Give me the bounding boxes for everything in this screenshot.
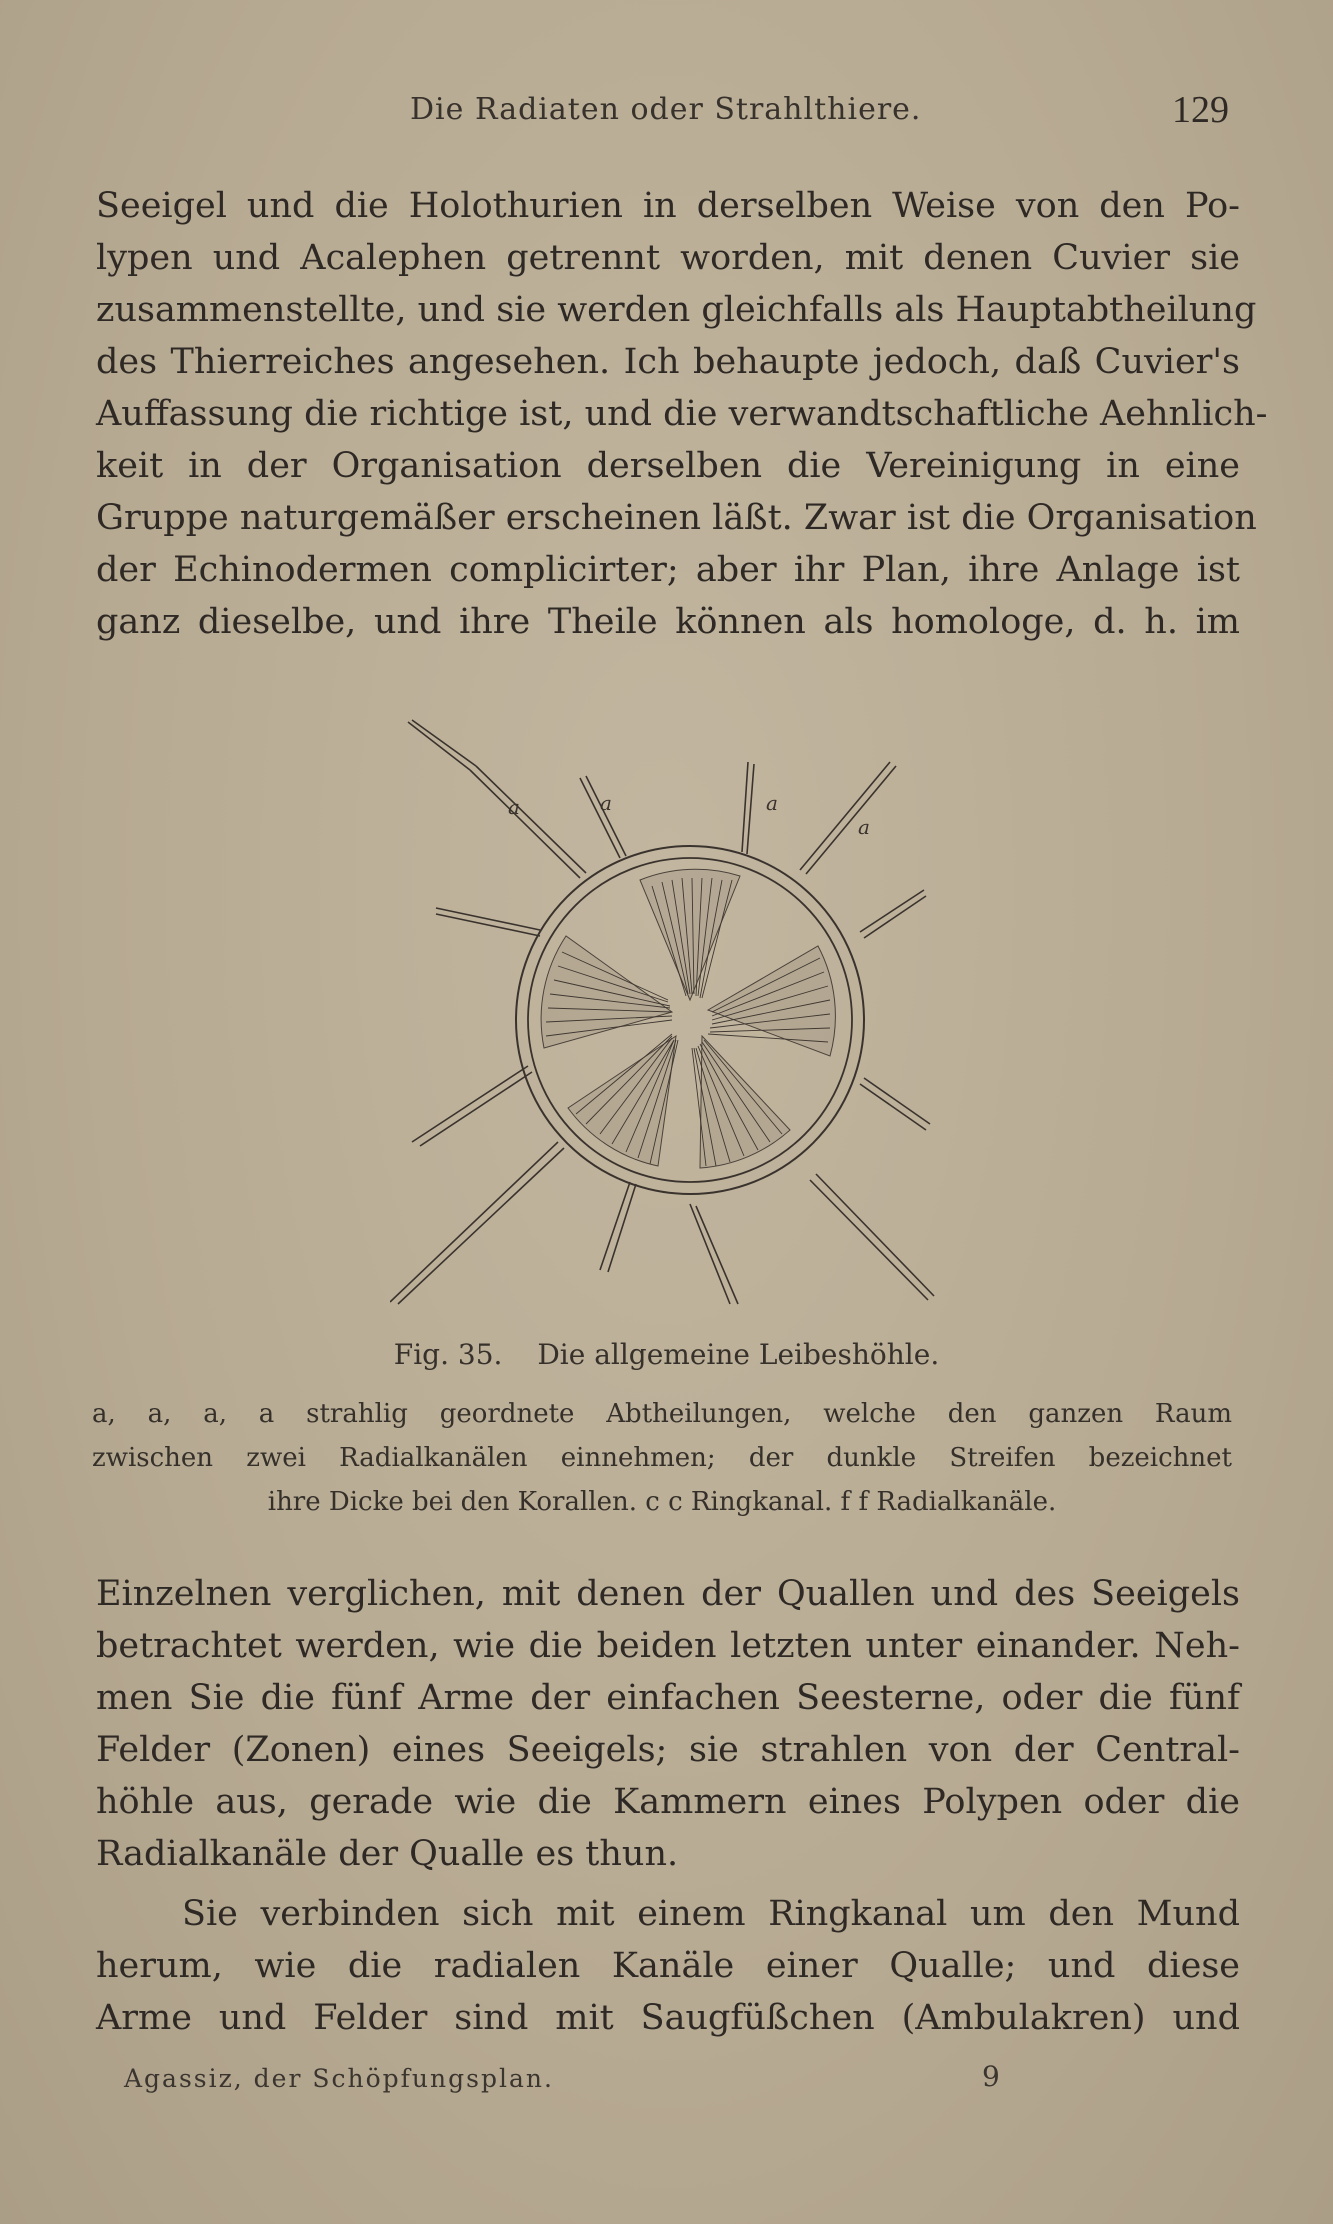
spine-line — [690, 1204, 738, 1304]
paragraph-3 — [96, 1888, 1240, 2044]
figure-label-a: a — [858, 815, 870, 839]
paragraph-1 — [96, 180, 1268, 648]
figure-label-a: a — [600, 791, 612, 815]
radial-body-cavity-drawing — [390, 710, 950, 1330]
caption-line: ihre Dicke bei den Korallen. c c Ringkanal. f f Radialkanäle. — [267, 1487, 1057, 1517]
figure-caption — [92, 1392, 1232, 1524]
spine-line — [436, 908, 540, 936]
spine-line — [810, 1174, 934, 1300]
text-line: Einzelnen verglichen, mit denen der Quallen und des Seeigels — [96, 1574, 1240, 1614]
spine-line — [600, 1182, 636, 1272]
spine-line — [390, 1142, 564, 1304]
running-head — [0, 88, 1333, 138]
figure-35-illustration — [390, 710, 950, 1330]
text-line: Arme und Felder sind mit Saugfüßchen (Ambulakren) und — [96, 1998, 1240, 2038]
figure-label-a: a — [508, 795, 520, 819]
footer-signature-mark: 9 — [982, 2060, 1000, 2093]
text-line: keit in der Organisation derselben die Vereinigung in eine — [96, 446, 1240, 486]
text-line: Seeigel und die Holothurien in derselben Weise von den Po- — [96, 186, 1240, 226]
caption-line: a, a, a, a strahlig geordnete Abtheilungen, welche den ganzen Raum — [92, 1399, 1232, 1429]
text-line: men Sie die fünf Arme der einfachen Seesterne, oder die fünf — [96, 1678, 1240, 1718]
spine-line — [580, 776, 626, 858]
spine-line — [470, 766, 586, 878]
text-line: Sie verbinden sich mit einem Ringkanal um den Mund — [182, 1894, 1240, 1934]
figure-title: Die allgemeine Leibeshöhle. — [537, 1338, 940, 1371]
text-line: herum, wie die radialen Kanäle einer Qualle; und diese — [96, 1946, 1240, 1986]
spine-line — [860, 1078, 930, 1130]
spine-line — [800, 762, 896, 874]
text-line: Felder (Zonen) eines Seeigels; sie strahlen von der Central- — [96, 1730, 1240, 1770]
text-line: Gruppe naturgemäßer erscheinen läßt. Zwar ist die Organisation — [96, 498, 1257, 538]
paragraph-2 — [96, 1568, 1240, 1880]
text-line: zusammenstellte, und sie werden gleichfalls als Hauptabtheilung — [96, 290, 1257, 330]
spine-line — [408, 720, 476, 770]
figure-caption-title — [0, 1338, 1333, 1371]
spine-line — [412, 1066, 532, 1146]
text-line: lypen und Acalephen getrennt worden, mit denen Cuvier sie — [96, 238, 1240, 278]
figure-label-a: a — [766, 791, 778, 815]
text-line: Radialkanäle der Qualle es thun. — [96, 1834, 679, 1874]
text-line: des Thierreiches angesehen. Ich behaupte jedoch, daß Cuvier's — [96, 342, 1240, 382]
page-footer — [0, 2060, 1333, 2104]
text-line: der Echinodermen complicirter; aber ihr Plan, ihre Anlage ist — [96, 550, 1240, 590]
footer-book-label: Agassiz, der Schöpfungsplan. — [124, 2064, 554, 2093]
spine-line — [742, 762, 754, 854]
text-line: ganz dieselbe, und ihre Theile können als homologe, d. h. im — [96, 602, 1240, 642]
spine-line — [860, 890, 926, 938]
text-line: höhle aus, gerade wie die Kammern eines Polypen oder die — [96, 1782, 1240, 1822]
text-line: betrachtet werden, wie die beiden letzten unter einander. Neh- — [96, 1626, 1240, 1666]
text-line: Auffassung die richtige ist, und die verwandtschaftliche Aehnlich- — [96, 394, 1268, 434]
page-number: 129 — [1172, 89, 1229, 131]
running-title: Die Radiaten oder Strahlthiere. — [410, 92, 922, 127]
figure-number: Fig. 35. — [393, 1338, 503, 1371]
caption-line: zwischen zwei Radialkanälen einnehmen; der dunkle Streifen bezeichnet — [92, 1443, 1232, 1473]
